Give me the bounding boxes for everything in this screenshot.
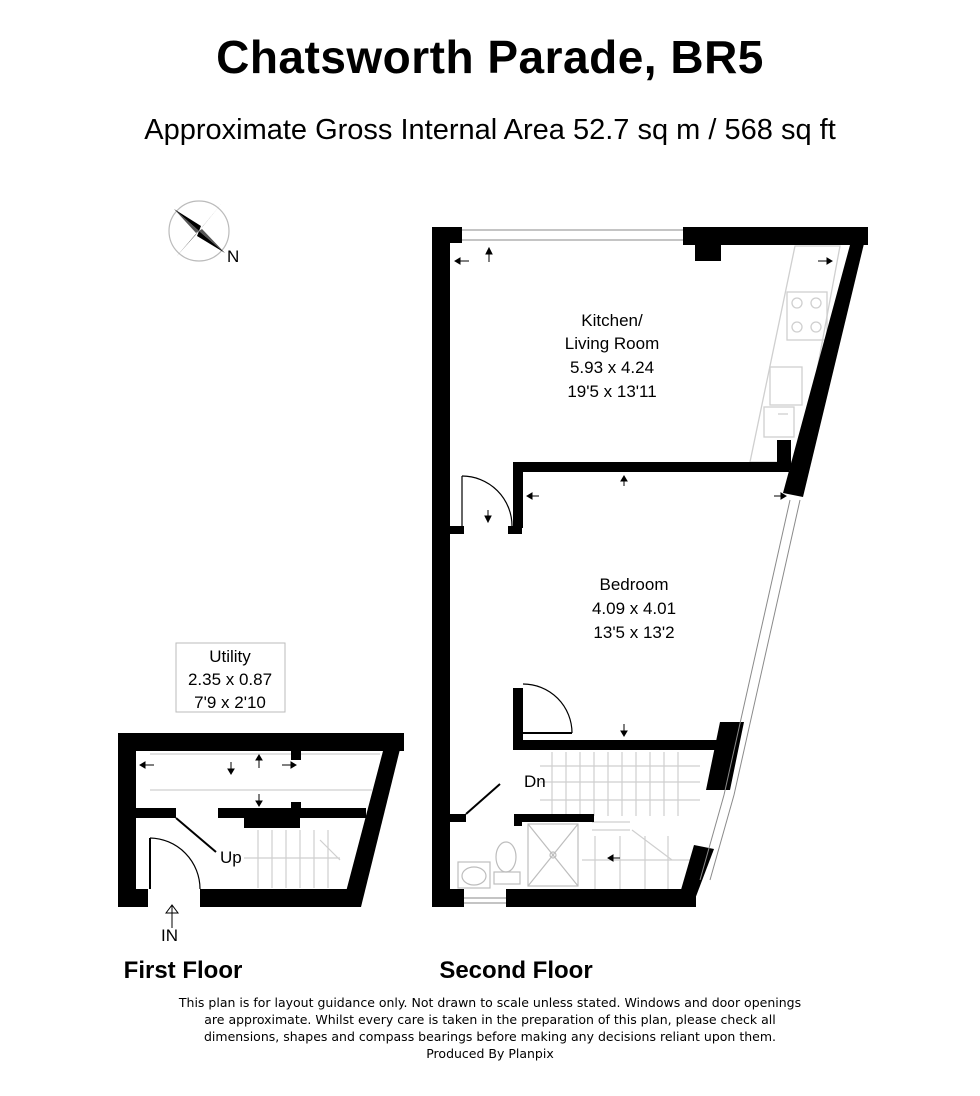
disclaimer-line: dimensions, shapes and compass bearings before making any decisions reliant upon them.	[203, 1029, 776, 1044]
kitchen-living-room	[565, 311, 660, 401]
first-floor-label: First Floor	[123, 957, 243, 984]
toilet	[494, 842, 520, 884]
utility-name: Utility	[209, 647, 251, 666]
washbasin	[458, 862, 490, 888]
page-title: Chatsworth Parade, BR5	[216, 31, 764, 83]
bedroom-imperial: 13'5 x 13'2	[593, 623, 675, 642]
disclaimer-line: This plan is for layout guidance only. Not drawn to scale unless stated. Windows and door openings	[178, 995, 802, 1010]
compass-icon	[169, 201, 229, 261]
bedroom-name: Bedroom	[599, 575, 669, 594]
doors-first-floor	[150, 818, 216, 889]
disclaimer-line: are approximate. Whilst every care is taken in the preparation of this plan, please check all	[204, 1012, 776, 1027]
utility-metric: 2.35 x 0.87	[187, 670, 273, 689]
kitchen-name-line2: Living Room	[564, 334, 660, 353]
stairs-up-label: Up	[220, 848, 242, 867]
compass-north-label: N	[227, 247, 240, 266]
utility-imperial: 7'9 x 2'10	[194, 693, 266, 712]
windows-second-floor	[462, 230, 800, 903]
disclaimer-credit: Produced By Planpix	[426, 1046, 554, 1061]
second-floor-plan	[432, 227, 868, 907]
stairs-down-label: Dn	[524, 772, 546, 791]
kitchen-name-line1: Kitchen/	[581, 311, 643, 330]
entrance-label: IN	[161, 926, 178, 945]
shower-tray	[528, 824, 578, 886]
kitchen-metric: 5.93 x 4.24	[569, 358, 655, 377]
gross-internal-area: Approximate Gross Internal Area 52.7 sq m / 568 sq ft	[144, 114, 836, 146]
bedroom	[592, 575, 676, 642]
kitchen-imperial: 19'5 x 13'11	[567, 382, 657, 401]
second-floor-label: Second Floor	[439, 957, 593, 984]
bedroom-metric: 4.09 x 4.01	[591, 599, 677, 618]
disclaimer	[0, 994, 980, 1062]
